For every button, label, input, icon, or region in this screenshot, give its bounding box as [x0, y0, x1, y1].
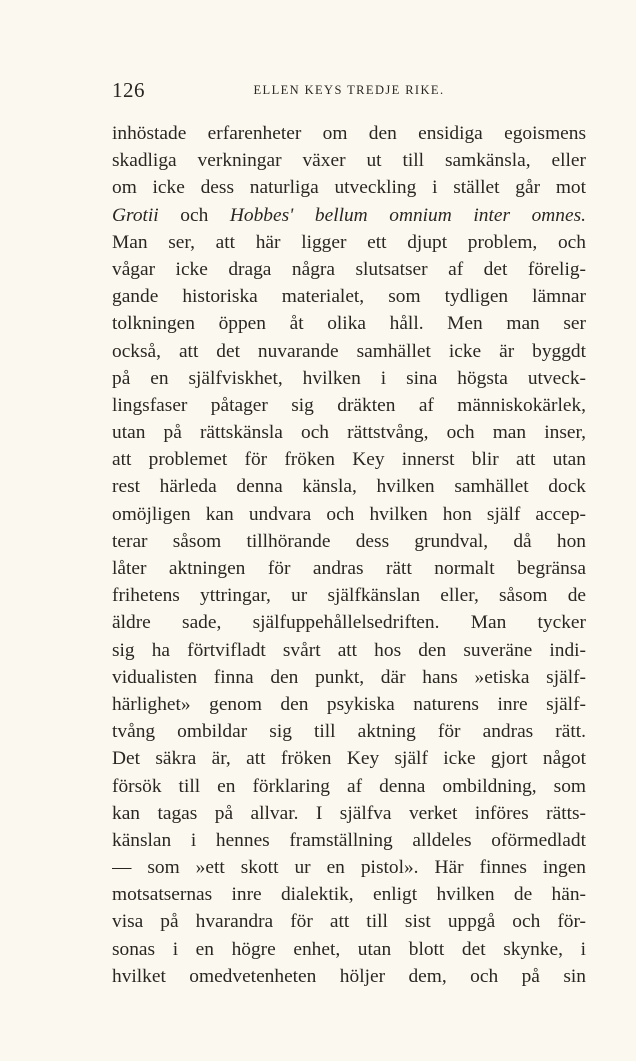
running-title: ELLEN KEYS TREDJE RIKE.	[253, 83, 445, 97]
text-line: sig ha förtvifladt svårt att hos den suveräne indi-	[112, 639, 586, 661]
italic-name-grotii: Grotii	[112, 204, 159, 226]
text-line: utan på rättskänsla och rättstvång, och man inser,	[112, 422, 586, 444]
text-line: rest härleda denna känsla, hvilken samhället dock	[112, 476, 586, 498]
text-line: — som »ett skott ur en pistol». Här finnes ingen	[112, 857, 586, 879]
text-line: tolkningen öppen åt olika håll. Men man ser	[112, 313, 586, 335]
text-line: gande historiska materialet, som tydligen lämnar	[112, 286, 586, 308]
text-line-mixed	[112, 202, 586, 229]
plain-word: och	[158, 204, 230, 226]
text-line: vågar icke draga några slutsatser af det förelig-	[112, 258, 586, 280]
text-line: Man ser, att här ligger ett djupt problem, och	[112, 231, 586, 253]
text-line: om icke dess naturliga utveckling i stället går mot	[112, 177, 586, 199]
text-line: visa på hvarandra för att till sist uppgå och för-	[112, 911, 586, 933]
page-header	[112, 78, 586, 102]
text-line: låter aktningen för andras rätt normalt begränsa	[112, 558, 586, 579]
text-line: lingsfaser påtager sig dräkten af människokärlek,	[112, 394, 586, 416]
text-line: terar såsom tillhörande dess grundval, då hon	[112, 530, 586, 552]
text-line: på en själfviskhet, hvilken i sina högsta utveck-	[112, 367, 586, 389]
page-number: 126	[112, 78, 145, 102]
text-line: också, att det nuvarande samhället icke är byggdt	[112, 340, 586, 362]
text-line: äldre sade, själfuppehållelsedriften. Man tycker	[112, 612, 586, 634]
italic-latin-phrase: Hobbes' bellum omnium inter omnes.	[229, 204, 586, 226]
text-line-last: hvilket omedvetenheten höljer dem, och på sin	[112, 965, 586, 987]
text-line: omöjligen kan undvara och hvilken hon själf accep-	[112, 503, 586, 525]
body-text	[112, 120, 586, 990]
text-line: vidualisten finna den punkt, där hans »etiska själf-	[112, 666, 586, 688]
text-line: skadliga verkningar växer ut till samkänsla, eller	[112, 150, 586, 172]
text-line: känslan i hennes framställning alldeles oförmedladt	[112, 829, 586, 851]
text-line: härlighet» genom den psykiska naturens inre själf-	[112, 693, 586, 715]
text-line: Det säkra är, att fröken Key själf icke gjort något	[112, 748, 586, 770]
text-line: att problemet för fröken Key innerst blir att utan	[112, 449, 586, 471]
text-line: motsatsernas inre dialektik, enligt hvilken de hän-	[112, 884, 586, 906]
text-line: frihetens yttringar, ur själfkänslan eller, såsom de	[112, 585, 586, 607]
text-line: inhöstade erfarenheter om den ensidiga egoismens	[112, 123, 586, 144]
text-line: kan tagas på allvar. I själfva verket införes rätts-	[112, 802, 586, 824]
text-line: tvång ombildar sig till aktning för andras rätt.	[112, 721, 586, 743]
text-line: försök till en förklaring af denna ombildning, som	[112, 775, 586, 797]
text-line: sonas i en högre enhet, utan blott det skynke, i	[112, 938, 586, 960]
